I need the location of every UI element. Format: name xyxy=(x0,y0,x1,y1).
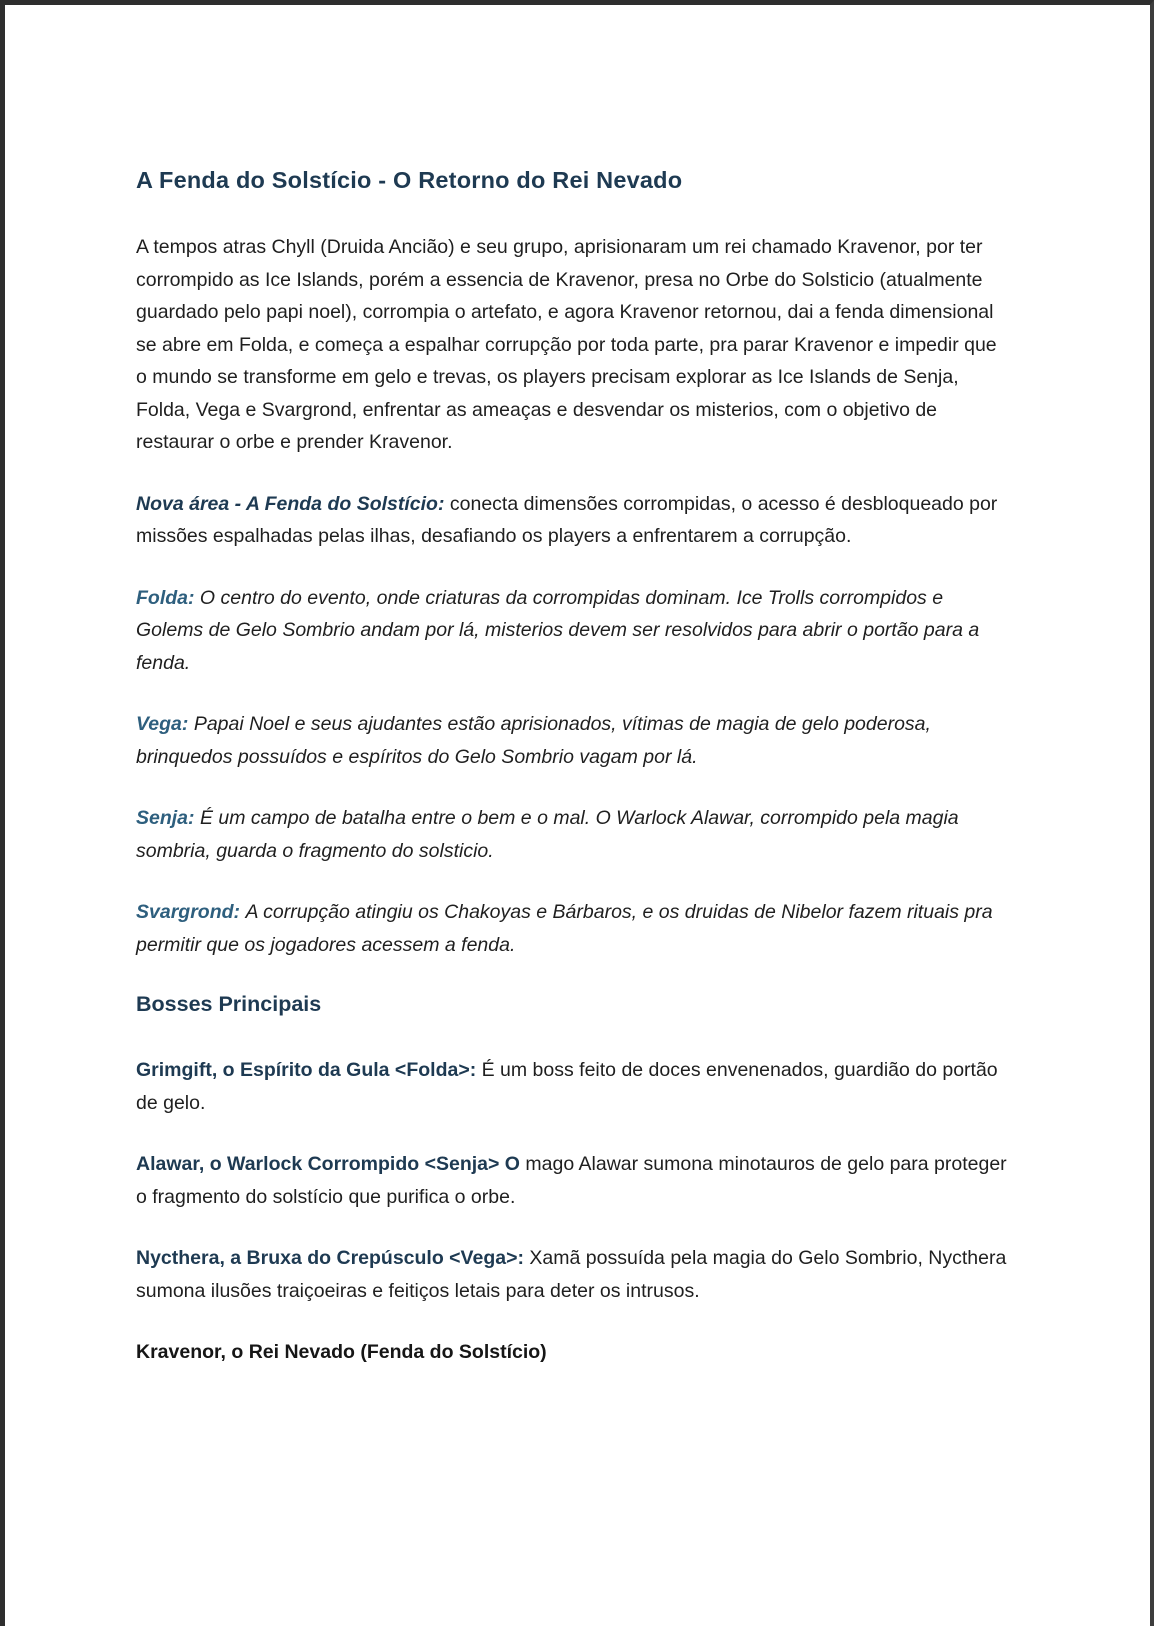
area-label: Vega: xyxy=(136,713,189,735)
boss-label: Alawar, o Warlock Corrompido <Senja> O xyxy=(136,1153,520,1175)
area-paragraph-svargrond xyxy=(136,896,1012,961)
kravenor-final-line: Kravenor, o Rei Nevado (Fenda do Solstício) xyxy=(136,1341,547,1363)
area-paragraph-senja xyxy=(136,802,1012,867)
area-text: É um campo de batalha entre o bem e o mal. O Warlock Alawar, corrompido pela magia sombria, guarda o fragmento do solsticio. xyxy=(136,807,959,862)
boss-text: mago Alawar sumona minotauros de gelo para proteger o fragmento do solstício que purifica o orbe. xyxy=(136,1153,1007,1208)
boss-paragraph-nycthera xyxy=(136,1242,1012,1307)
area-label: Svargrond: xyxy=(136,901,241,923)
area-text: O centro do evento, onde criaturas da corrompidas dominam. Ice Trolls corrompidos e Golems de Gelo Sombrio andam por lá, misterios devem ser resolvidos para abrir o portão para a fenda. xyxy=(136,586,980,674)
area-paragraph-vega xyxy=(136,708,1012,773)
boss-label: Grimgift, o Espírito da Gula <Folda>: xyxy=(136,1059,477,1081)
area-text: Papai Noel e seus ajudantes estão aprisionados, vítimas de magia de gelo poderosa, brinquedos possuídos e espíritos do Gelo Sombrio vagam por lá. xyxy=(136,713,931,768)
area-text: A corrupção atingiu os Chakoyas e Bárbaros, e os druidas de Nibelor fazem rituais pra permitir que os jogadores acessem a fenda. xyxy=(136,901,993,956)
boss-text: Xamã possuída pela magia do Gelo Sombrio, Nycthera sumona ilusões traiçoeiras e feitiços letais para deter os intrusos. xyxy=(136,1247,1007,1302)
boss-text: É um boss feito de doces envenenados, guardião do portão de gelo. xyxy=(136,1059,998,1114)
area-label: Nova área - A Fenda do Solstício: xyxy=(136,492,445,515)
area-label: Folda: xyxy=(136,586,195,609)
area-paragraph-nova-area xyxy=(136,488,1012,553)
boss-paragraph-alawar xyxy=(136,1148,1012,1213)
boss-paragraph-grimgift xyxy=(136,1054,1012,1119)
area-paragraph-folda xyxy=(136,582,1012,680)
area-label: Senja: xyxy=(136,807,195,829)
boss-label: Nycthera, a Bruxa do Crepúsculo <Vega>: xyxy=(136,1247,524,1269)
intro-paragraph: A tempos atras Chyll (Druida Ancião) e seu grupo, aprisionaram um rei chamado Kravenor, por ter corrompido as Ice Islands, porém a essencia de Kravenor, presa no Orbe do Solsticio (atualmente guardado pelo papi noel), corrompia o artefato, e agora Kravenor retornou, dai a fenda dimensional se abre em Folda, e começa a espalhar corrupção por toda parte, pra parar Kravenor e impedir que o mundo se transforme em gelo e trevas, os players precisam explorar as Ice Islands de Senja, Folda, Vega e Svargrond, enfrentar as ameaças e desvendar os misterios, com o objetivo de restaurar o orbe e prender Kravenor. xyxy=(136,236,997,453)
bosses-section-heading: Bosses Principais xyxy=(136,992,322,1016)
page-title: A Fenda do Solstício - O Retorno do Rei Nevado xyxy=(136,167,683,193)
area-text: conecta dimensões corrompidas, o acesso é desbloqueado por missões espalhadas pelas ilhas, desafiando os players a enfrentarem a corrupção. xyxy=(136,492,998,547)
